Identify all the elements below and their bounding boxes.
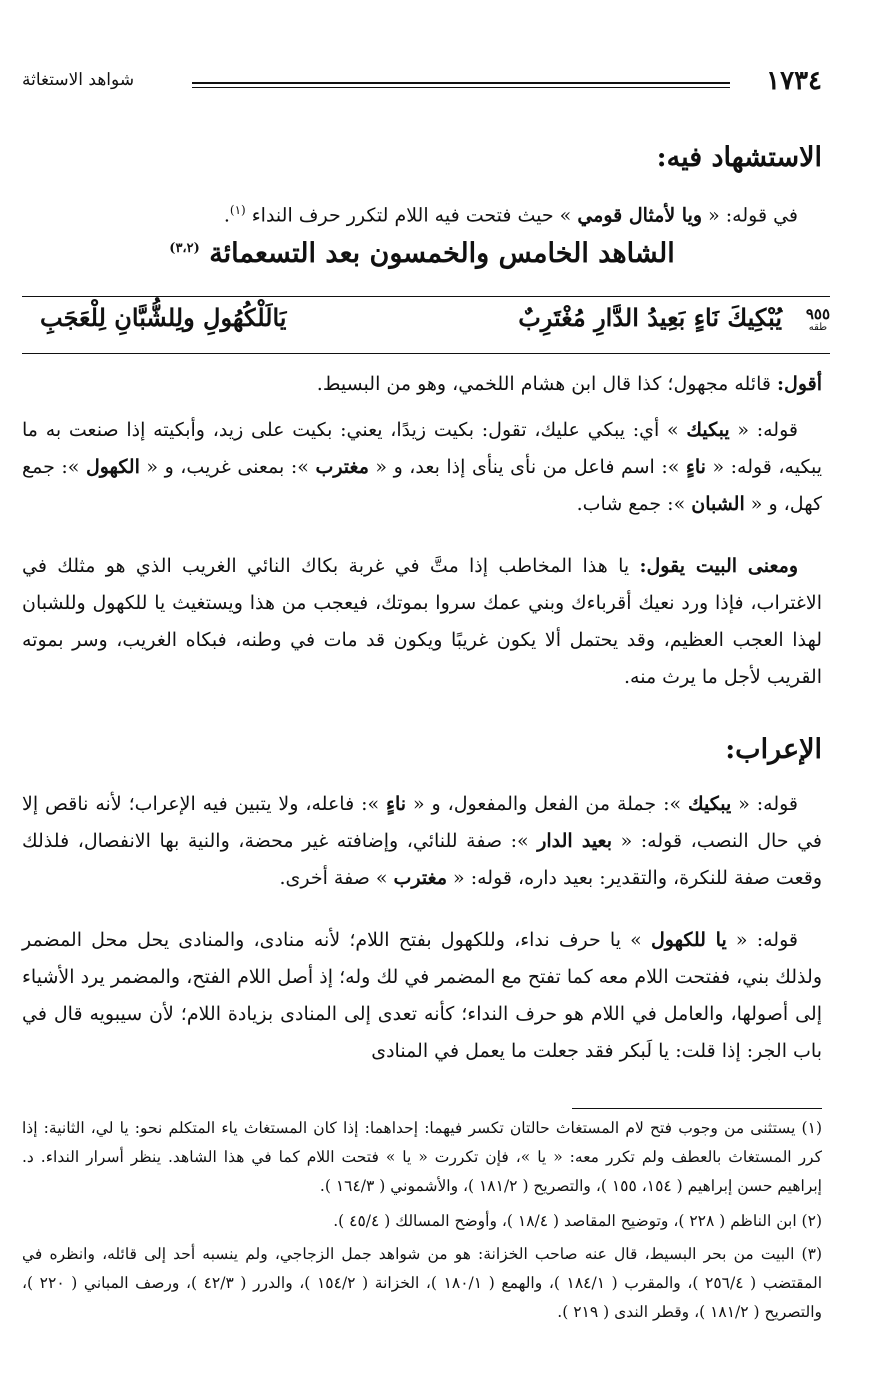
- footnote-1: (١) يستثنى من وجوب فتح لام المستغاث حالتان تكسر فيهما: إحداهما: إذا كان المستغاث ياء المتكلم نحو: يا لي، الثانية: إذا كرر المستغاث بالعطف ولم تكرر معه: « يا »، فإن تكررت « يا » فتحت اللام كما في هذا الشاهد. ينظر أسرار النداء. د. إبراهيم حسن إبراهيم ( ١٥٤، ١٥٥ )، والتصريح ( ١٨١/٢ )، والأشموني ( ١٦٤/٣ ).: [22, 1119, 822, 1195]
- verse-number: ٩٥٥ طقه: [805, 305, 830, 333]
- istishhad-paragraph: في قوله: « ويا لأمثال قومي » حيث فتحت فيه اللام لتكرر حرف النداء $^{(١)}$.: [223, 203, 798, 227]
- footnote-ref-1[interactable]: (١): [229, 203, 246, 217]
- running-title: شواهد الاستغاثة: [22, 70, 135, 90]
- aqul-paragraph: أقول: قائله مجهول؛ كذا قال ابن هشام اللخمي، وهو من البسيط.: [316, 373, 822, 395]
- shahid-title: الشاهد الخامس والخمسون بعد التسعمائة $^{(٣،٢)}$: [169, 238, 675, 269]
- gloss-paragraph: قوله: « يبكيك » أي: يبكي عليك، تقول: بكيت زيدًا، يعني: بكيت على زيد، وأبكيته إذا صنعت به ما يبكيه، قوله: « ناءٍ »: اسم فاعل من نأى ينأى إذا بعد، و « مغترب »: بمعنى غريب، و « الكهول »: جمع كهل، و « الشبان »: جمع شاب.: [22, 419, 822, 515]
- meter-tag: طقه: [808, 322, 828, 333]
- footnote-3: (٣) البيت من بحر البسيط، قال عنه صاحب الخزانة: هو من شواهد جمل الزجاجي، ولم ينسبه أحد إلى قائله، وانظره في المقتضب ( ٢٥٦/٤ )، والمقرب ( ١٨٤/١ )، والهمع ( ١٨٠/١ )، الخزانة ( ١٥٤/٢ )، والدرر ( ٤٢/٣ )، ورصف المباني ( ٢٢٠ )، والتصريح ( ١٨١/٢ )، وقطر الندى ( ٢١٩ ).: [22, 1245, 822, 1321]
- book-page: [22, 0, 830, 1382]
- header-rule: [192, 82, 730, 84]
- page-header: [22, 66, 822, 102]
- page-number: ١٧٣٤: [766, 66, 822, 96]
- irab-heading: الإعراب:: [725, 734, 822, 765]
- footnote-separator: [572, 1108, 822, 1109]
- meaning-paragraph: ومعنى البيت يقول: يا هذا المخاطب إذا متَّ في غربة بكاك النائي الغريب الذي هو مثلك في الاغتراب، فإذا ورد نعيك أقرباءك وبني عمك سروا بموتك، فيعجب من هذا ويستغيث يا للكهول وللشبان لهذا العجب العظيم، وقد يحتمل ألا يكون غريبًا ويكون قد مات في وطنه، فبكاه الغريب، وسر بموته القريب لأجل ما يرث منه.: [22, 555, 822, 688]
- irab-paragraph-1: قوله: « يبكيك »: جملة من الفعل والمفعول، و « ناءٍ »: فاعله، ولا يتبين فيه الإعراب؛ لأنه ناقص إلا في حال النصب، قوله: « بعيد الدار »: صفة للنائي، وإضافته غير محضة، والنية بها الانفصال، فلذلك وقعت صفة للنكرة، والتقدير: بعيد داره، قوله: « مغترب » صفة أخرى.: [22, 793, 823, 889]
- footnote-2: (٢) ابن الناظم ( ٢٢٨ )، وتوضيح المقاصد ( ١٨/٤ )، وأوضح المسالك ( ٤٥/٤ ).: [333, 1212, 822, 1230]
- footnote-ref-2-3[interactable]: (٣،٢): [169, 241, 200, 256]
- irab-paragraph-2: قوله: « يا للكهول » يا حرف نداء، وللكهول بفتح اللام؛ لأنه منادى، والمنادى يحل محل المضمر ولذلك بني، ففتحت اللام معه كما تفتح مع المضمر في لك وله؛ إذ أصل اللام الفتح، والمضمر يرد الأشياء إلى أصولها، والعامل في اللام هو حرف النداء؛ كأنه تعدى إلى المنادى بزيادة اللام؛ لأن سيبويه قال في باب الجر: إذا قلت: يا لَبكر فقد جعلت ما يعمل في المنادى: [22, 929, 822, 1062]
- verse-hemistich-1: يُبْكِيكَ نَاءٍ بَعِيدُ الدَّارِ مُغْتَرِبٌ: [518, 303, 782, 332]
- verse-box: [22, 296, 830, 354]
- istishhad-heading: الاستشهاد فيه:: [656, 142, 822, 173]
- verse-hemistich-2: يَالَلْكُهُولِ ولِلشُّبَّانِ لِلْعَجَبِ: [40, 303, 287, 332]
